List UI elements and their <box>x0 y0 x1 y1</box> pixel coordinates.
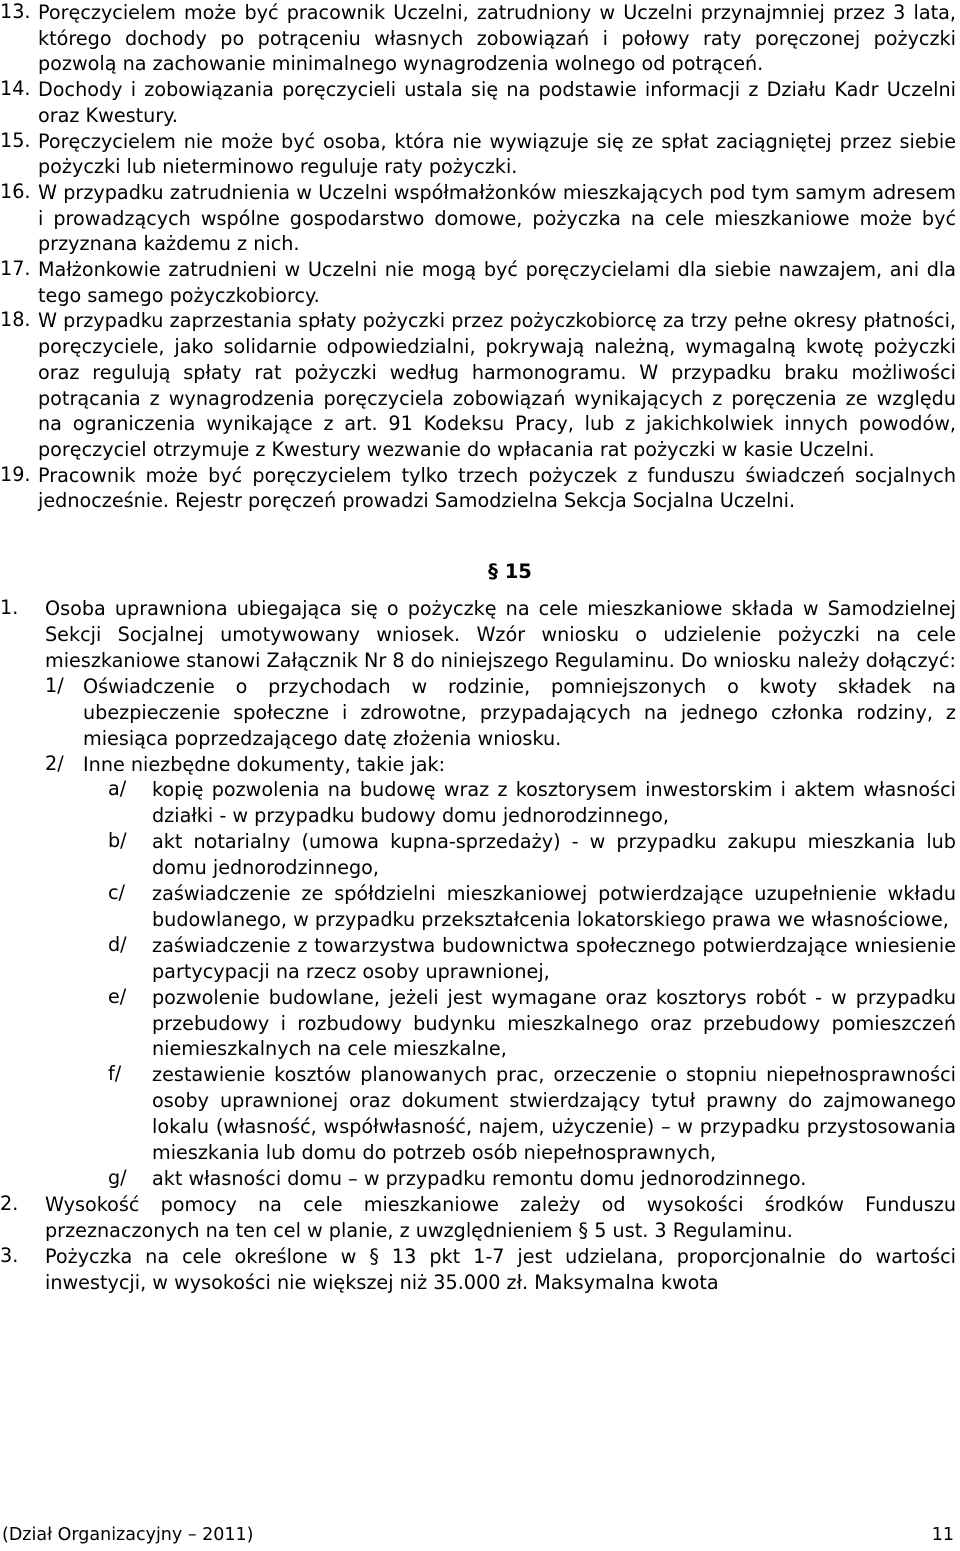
list-item-f <box>0 1062 960 1166</box>
point-text: Pożyczka na cele określone w § 13 pkt 1-7 jest udzielana, proporcjonalnie do wartości inwestycji, w wysokości nie większej niż 35.000 zł. Maksymalna kwota <box>45 1244 956 1294</box>
point-15 <box>0 129 960 180</box>
point-number: 16. <box>0 179 31 203</box>
sub-point-text: Inne niezbędne dokumenty, takie jak: <box>83 752 446 776</box>
point-number: 15. <box>0 128 31 152</box>
point-text: Pracownik może być poręczycielem tylko trzech pożyczek z funduszu świadczeń socjalnych jednocześnie. Rejestr poręczeń prowadzi Samodzielna Sekcja Socjalna Uczelni. <box>38 463 956 513</box>
list-item-label: c/ <box>108 881 126 905</box>
point-text: Poręczycielem może być pracownik Uczelni, zatrudniony w Uczelni przynajmniej przez 3 lata, którego dochody po potrąceniu własnych zobowiązań i połowy raty poręczonej pożyczki pozwolą na zachowanie minimalnego wynagrodzenia wolnego od potrąceń. <box>38 1 956 76</box>
point-text: W przypadku zaprzestania spłaty pożyczki przez pożyczkobiorcę za trzy pełne okresy płatności, poręczyciele, jako solidarnie odpowiedzialni, pokrywają należną, wymagalną kwotę pożyczki oraz regulują spłaty rat pożyczki według harmonogramu. W przypadku braku możliwości potrącania z wynagrodzenia poręczyciela zobowiązań wynikających z poręczenia ze względu na ograniczenia wynikające z art. 91 Kodeksu Pracy, lub z jakichkolwiek innych powodów, poręczyciel otrzymuje z Kwestury wezwanie do wpłacania rat pożyczki w kasie Uczelni. <box>38 309 956 461</box>
point-17 <box>0 257 960 308</box>
point-text: Wysokość pomocy na cele mieszkaniowe zależy od wysokości środków Funduszu przeznaczonych na ten cel w planie, z uwzględnieniem § 5 ust. 3 Regulaminu. <box>45 1192 956 1242</box>
point-number: 2. <box>0 1191 19 1215</box>
list-item-label: b/ <box>108 829 127 853</box>
list-item-text: zestawienie kosztów planowanych prac, orzeczenie o stopniu niepełnosprawności osoby uprawnionej oraz dokument stwierdzający tytuł prawny do zajmowanego lokalu (własność, współwłasność, najem, użyczenie) – w przypadku przystosowania mieszkania lub domu do potrzeb osób niepełnosprawnych, <box>152 1063 956 1165</box>
footer-department: (Dział Organizacyjny – 2011) <box>2 1525 254 1545</box>
sub-point-label: 1/ <box>45 673 64 697</box>
section-point-1 <box>0 596 960 674</box>
point-number: 3. <box>0 1243 19 1267</box>
section-heading: § 15 <box>488 560 532 584</box>
list-item-label: d/ <box>108 932 127 956</box>
list-item-d <box>0 933 960 985</box>
list-item-text: kopię pozwolenia na budowę wraz z kosztorysem inwestorskim i aktem własności działki - w przypadku budowy domu jednorodzinnego, <box>152 778 956 828</box>
page-number: 11 <box>931 1525 954 1545</box>
point-text: Małżonkowie zatrudnieni w Uczelni nie mogą być poręczycielami dla siebie nawzajem, ani dla tego samego pożyczkobiorcy. <box>38 258 956 307</box>
point-14 <box>0 77 960 128</box>
point-16 <box>0 180 960 257</box>
section-point-3 <box>0 1244 960 1296</box>
point-13 <box>0 0 960 77</box>
point-number: 1. <box>0 596 19 620</box>
point-18 <box>0 308 960 462</box>
list-item-c <box>0 881 960 933</box>
sub-point-2 <box>0 752 960 778</box>
list-item-label: e/ <box>108 984 127 1008</box>
list-item-text: akt notarialny (umowa kupna-sprzedaży) - w przypadku zakupu mieszkania lub domu jednorodzinnego, <box>152 830 956 880</box>
list-item-g <box>0 1166 960 1192</box>
sub-point-label: 2/ <box>45 751 64 775</box>
list-item-e <box>0 985 960 1063</box>
list-item-b <box>0 829 960 881</box>
point-number: 18. <box>0 308 31 332</box>
point-text: Osoba uprawniona ubiegająca się o pożyczkę na cele mieszkaniowe składa w Samodzielnej Sekcji Socjalnej umotywowany wniosek. Wzór wniosku o udzielenie pożyczki na cele mieszkaniowe stanowi Załącznik Nr 8 do niniejszego Regulaminu. Do wniosku należy dołączyć: <box>45 597 956 672</box>
point-number: 14. <box>0 77 31 101</box>
list-item-a <box>0 777 960 829</box>
list-item-text: akt własności domu – w przypadku remontu domu jednorodzinnego. <box>152 1167 807 1190</box>
sub-point-text: Oświadczenie o przychodach w rodzinie, pomniejszonych o kwoty składek na ubezpieczenie społeczne i zdrowotne, przypadających na jednego członka rodziny, z miesiąca poprzedzającego datę złożenia wniosku. <box>83 674 956 750</box>
list-item-label: f/ <box>108 1062 122 1086</box>
point-number: 17. <box>0 257 31 281</box>
list-item-text: pozwolenie budowlane, jeżeli jest wymagane oraz kosztorys robót - w przypadku przebudowy i rozbudowy budynku mieszkalnego oraz przebudowy pomieszczeń niemieszkalnych na cele mieszkalne, <box>152 985 956 1061</box>
point-19 <box>0 463 960 514</box>
list-item-label: g/ <box>108 1166 127 1189</box>
list-item-text: zaświadczenie ze spółdzielni mieszkaniowej potwierdzające uzupełnienie wkładu budowlanego, w przypadku przekształcenia lokatorskiego prawa we własnościowe, <box>152 882 956 931</box>
point-number: 13. <box>0 0 31 23</box>
point-text: Dochody i zobowiązania poręczycieli ustala się na podstawie informacji z Działu Kadr Uczelni oraz Kwestury. <box>38 78 956 127</box>
section-point-2 <box>0 1192 960 1244</box>
sub-point-1 <box>0 674 960 752</box>
list-item-label: a/ <box>108 777 127 801</box>
point-text: W przypadku zatrudnienia w Uczelni współmałżonków mieszkających pod tym samym adresem i prowadzących wspólne gospodarstwo domowe, pożyczka na cele mieszkaniowe może być przyznana każdemu z nich. <box>38 180 956 256</box>
list-item-text: zaświadczenie z towarzystwa budownictwa społecznego potwierdzające wniesienie partycypacji na rzecz osoby uprawnionej, <box>152 933 956 983</box>
point-number: 19. <box>0 462 31 486</box>
point-text: Poręczycielem nie może być osoba, która nie wywiązuje się ze spłat zaciągniętej przez siebie pożyczki lub nieterminowo reguluje raty pożyczki. <box>38 129 956 179</box>
